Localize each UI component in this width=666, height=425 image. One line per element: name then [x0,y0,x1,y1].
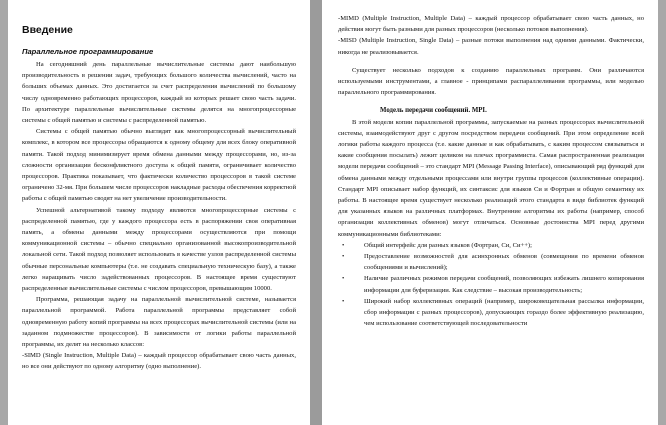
section-subheading: Параллельное программирование [22,47,154,56]
document-page-right[interactable] [322,0,658,425]
page-heading: Введение [22,24,73,36]
list-item: • Наличие различных режимов передачи сообщений, позволяющих избежать лишнего копирования информации для буферизации. Как следствие – высокая производительность; [338,273,644,295]
paragraph: Программа, решающая задачу на параллельной вычислительной системе, называется параллельной программой. Работа параллельной программы представляет собой одновременную работу копий программы на всех процессорах вычислительной системы (или на заданном подмножестве процессоров). В зависимости от логики работы параллельной программы, их делят на несколько классов: [22,296,296,349]
paragraph: Успешной альтернативой такому подходу являются многопроцессорные системы с распределенной памятью, где у каждого процессора есть в распоряжении своя оперативная память, а обмены данными между процессорами осуществляются при помощи коммуникационной системы – обычно специально организованной высокопроизводительной локальной сети. Такой подход позволяет использовать в качестве узлов распределенной системы обычные персональные компьютеры (т.е. не создавать специальную техническую базу), а также легко наращивать число задействованных процессоров. В настоящее время существуют распределенные вычислительные системы с числом процессоров, превышающим 10000. [22,206,296,293]
paragraph: Существует несколько подходов к созданию параллельных программ. Они различаются используемыми инструментами, а главное - принципами распараллеливания программы, или моделью параллельного программирования. [338,66,644,97]
list-item: • Предоставление возможностей для асинхронных обменов (совмещения по времени обменов сообщениями и вычислений); [338,251,644,273]
paragraph: -MISD (Multiple Instruction, Single Data) – разные потоки выполнения над одними данными. Фактически, никогда не реализовывается. [338,37,644,56]
paragraph: На сегодняшний день параллельные вычислительные системы дают наибольшую производительность в решении задач, требующих большого количества вычислений, часто на больших объемах данных. Это достигается за счет распределения вычислений по большому числу одновременно работающих процессоров, каждый из которых решает свою часть задачи. По архитектуре параллельные вычислительные системы делятся на многопроцессорные системы с общей памятью и системы с распределенной памятью. [22,61,296,125]
paragraph: -SIMD (Single Instruction, Multiple Data) – каждый процессор обрабатывает свою часть данных, но все они действуют по одному алгоритму (одно выполнение). [22,352,296,371]
paragraph: Системы с общей памятью обычно выглядят как многопроцессорный вычислительный комплекс, в котором все процессоры обращаются к одному общему для всех блоку оперативной памяти. Такой подход минимизирует время обмена данными между процессорами, но, из-за сложности организации бесконфликтного доступа к общей памяти, ограничивает количество процессоров. Практика показывает, что фактически количество процессоров в такой системе ограничено 32-мя. При большем числе процессоров накладные расходы обеспечения корректной работы с общей памятью сводят на нет увеличение производительности. [22,128,296,203]
paragraph: В этой модели копии параллельной программы, запускаемые на разных процессорах вычислительной системы, взаимодействуют друг с другом посредством передачи сообщений. При этом определение всей логики работы каждого процесса (т.е. какие данные и как обрабатывать, с каким процессом связываться и какие сообщения посылать) лежит целиком на плечах программиста. Самая распространенная реализация модели передачи сообщений – это стандарт MPI (Message Passing Interface), описывающий ряд функций для обмена данными между отдельными процессами или внутри группы процессов (коллективные операции). Стандарт MPI описывает набор функций, их синтаксис для языков Си и Фортран и общую семантику их работы. В настоящее время существует несколько реализаций этого стандарта в виде библиотек функций для указанных языков на различных платформах. Внутренние алгоритмы их работы (например, способ организации коллективных обменов) могут отличаться. Основные достоинства MPI перед другими коммуникационными библиотеками: [338,118,644,238]
bullet-icon: • [342,275,345,283]
paragraph: -MIMD (Multiple Instruction, Multiple Data) – каждый процессор обрабатывает свою часть данных, но действия могут быть разными для разных процессоров (несколько потоков выполнения). [338,15,644,34]
document-page-left[interactable] [8,0,310,425]
section-title: Модель передачи сообщений. MPI. [380,107,487,115]
list-item: • Широкий набор коллективных операций (например, широковещательная рассылка информации, сбор информации с разных процессоров), допускающих гораздо более эффективную реализацию, чем использование соответствующей последовательности [338,296,644,330]
bullet-icon: • [342,297,345,305]
bullet-icon: • [342,241,345,249]
bullet-icon: • [342,253,345,261]
page-gap [310,0,322,425]
list-item: • Общий интерфейс для разных языков (Фортран, Си, Си++); [338,240,644,251]
